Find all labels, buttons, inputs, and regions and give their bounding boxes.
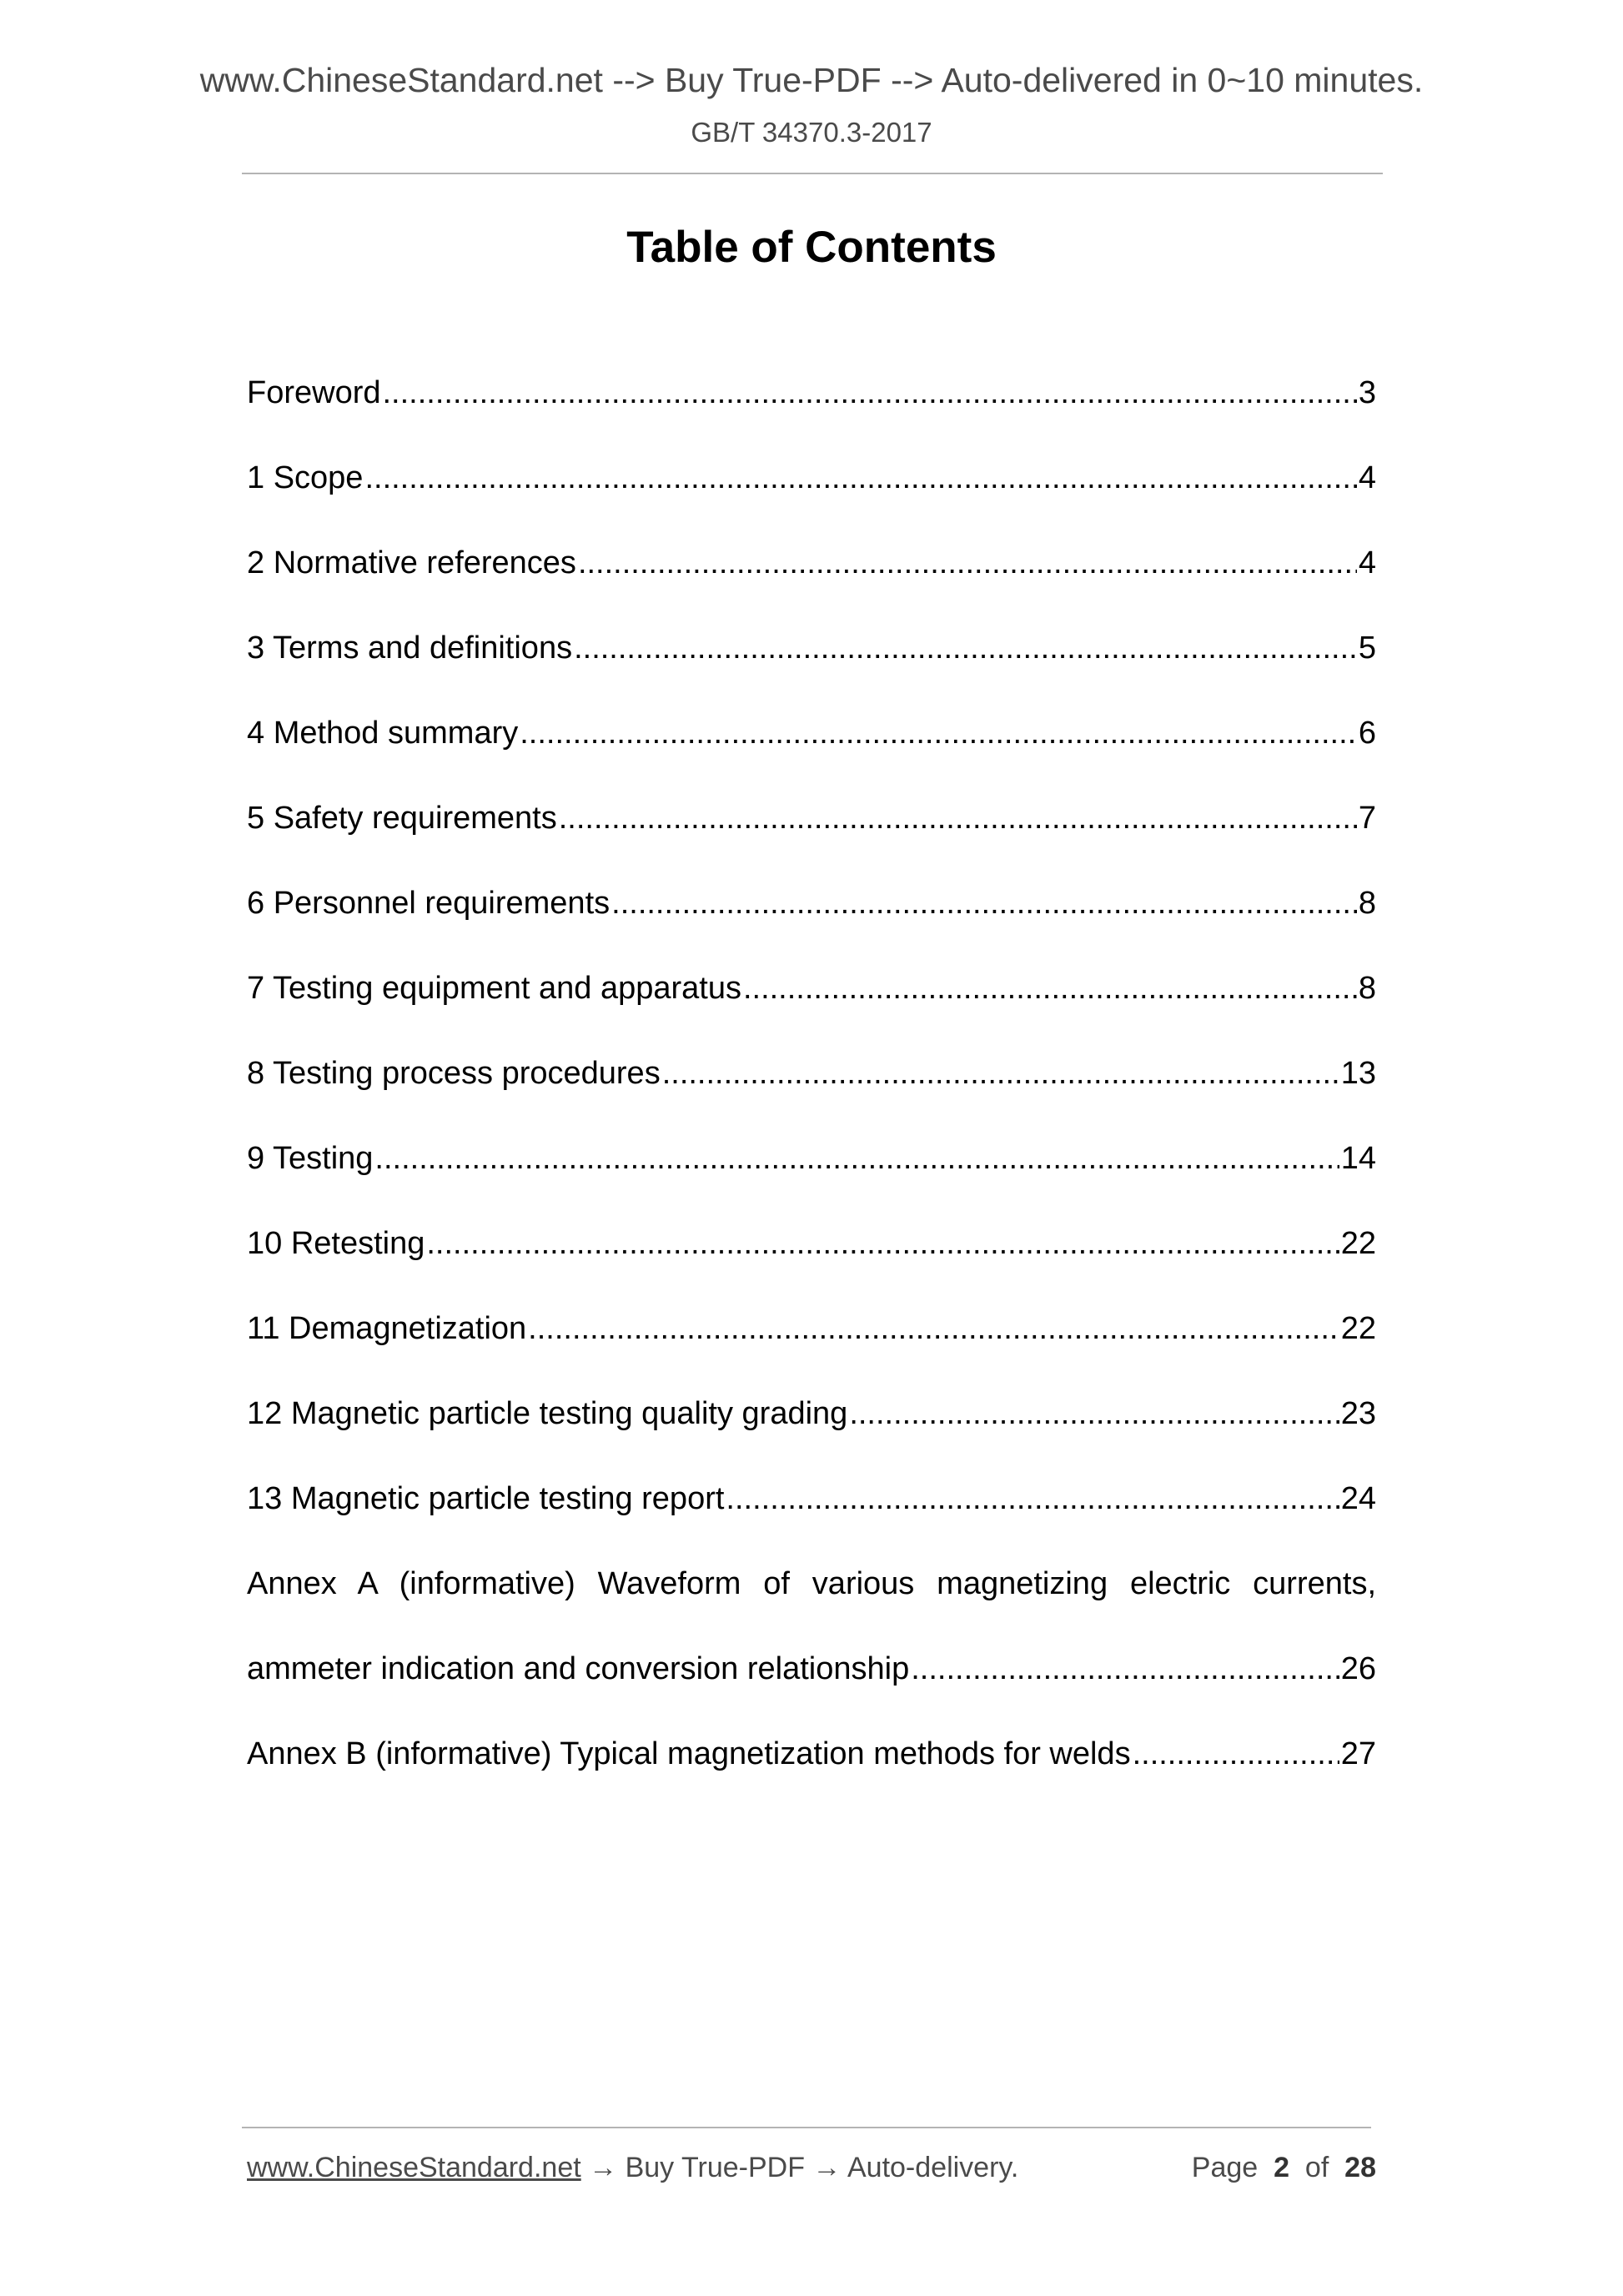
toc-entry-page: 3 (1358, 375, 1376, 410)
toc-leader-dots (578, 547, 1357, 579)
toc-entry-terms-and-definitions[interactable] (247, 605, 1376, 691)
toc-entry-foreword[interactable] (247, 350, 1376, 435)
total-page-count: 28 (1344, 2152, 1376, 2183)
toc-entry-label: ammeter indication and conversion relationship (247, 1651, 910, 1686)
toc-entry-label: 6 Personnel requirements (247, 886, 611, 921)
toc-entry-personnel-requirements[interactable] (247, 861, 1376, 946)
toc-entry-label: 11 Demagnetization (247, 1311, 527, 1346)
toc-entry-label: 3 Terms and definitions (247, 631, 573, 666)
toc-entry-page: 5 (1358, 631, 1376, 666)
toc-entry-retesting[interactable] (247, 1201, 1376, 1286)
header-banner: www.ChineseStandard.net --> Buy True-PDF --> Auto-delivered in 0~10 minutes. (199, 61, 1424, 99)
toc-entry-label: 2 Normative references (247, 545, 576, 580)
toc-leader-dots (611, 887, 1357, 919)
toc-entry-testing-equipment[interactable] (247, 946, 1376, 1031)
toc-entry-page: 4 (1358, 545, 1376, 580)
toc-leader-dots (559, 802, 1357, 834)
footer-promo (247, 2153, 1018, 2182)
toc-leader-dots (520, 717, 1357, 749)
toc-entry-annex-b[interactable] (247, 1711, 1376, 1796)
toc-entry-label: Annex A (informative) Waveform of various magnetizing electric currents, (247, 1566, 1376, 1601)
toc-entry-page: 26 (1340, 1651, 1376, 1686)
toc-entry-testing-process[interactable] (247, 1031, 1376, 1116)
toc-entry-label: 13 Magnetic particle testing report (247, 1481, 725, 1516)
toc-entry-page: 6 (1358, 716, 1376, 751)
toc-leader-dots (726, 1483, 1339, 1515)
toc-entry-page: 14 (1340, 1141, 1376, 1176)
toc-entry-page: 8 (1358, 971, 1376, 1006)
toc-entry-label: 1 Scope (247, 460, 364, 495)
table-of-contents (247, 350, 1376, 1796)
toc-entry-testing[interactable] (247, 1116, 1376, 1201)
toc-entry-testing-report[interactable] (247, 1456, 1376, 1541)
footer-promo-text: → Buy True-PDF → Auto-delivery. (580, 2152, 1019, 2183)
page-word: Page (1191, 2152, 1259, 2183)
toc-entry-label: 9 Testing (247, 1141, 374, 1176)
toc-leader-dots (528, 1313, 1339, 1344)
page-counter (1192, 2153, 1376, 2182)
toc-entry-label: Foreword (247, 375, 381, 410)
toc-entry-label: 10 Retesting (247, 1226, 425, 1261)
toc-entry-label: 4 Method summary (247, 716, 519, 751)
toc-leader-dots (574, 632, 1357, 664)
toc-entry-page: 13 (1340, 1056, 1376, 1091)
toc-entry-method-summary[interactable] (247, 691, 1376, 776)
toc-entry-page: 23 (1340, 1396, 1376, 1431)
toc-entry-quality-grading[interactable] (247, 1371, 1376, 1456)
toc-entry-annex-a[interactable] (247, 1626, 1376, 1711)
page-footer (247, 2153, 1376, 2190)
toc-entry-annex-a-line1[interactable] (247, 1541, 1376, 1626)
toc-leader-dots (849, 1398, 1339, 1429)
toc-entry-page: 24 (1340, 1481, 1376, 1516)
toc-leader-dots (426, 1228, 1339, 1259)
toc-entry-scope[interactable] (247, 435, 1376, 520)
toc-leader-dots (1133, 1738, 1339, 1770)
toc-entry-page: 8 (1358, 886, 1376, 921)
toc-leader-dots (364, 462, 1356, 494)
toc-leader-dots (743, 972, 1357, 1004)
current-page-number: 2 (1274, 2152, 1289, 2183)
toc-entry-page: 27 (1340, 1736, 1376, 1771)
toc-entry-page: 7 (1358, 801, 1376, 836)
page-title: Table of Contents (626, 223, 997, 272)
footer-site-link[interactable]: www.ChineseStandard.net (247, 2152, 581, 2183)
toc-entry-demagnetization[interactable] (247, 1286, 1376, 1371)
toc-leader-dots (911, 1653, 1339, 1685)
toc-entry-normative-references[interactable] (247, 520, 1376, 605)
of-word: of (1304, 2152, 1329, 2183)
toc-entry-label: 12 Magnetic particle testing quality grading (247, 1396, 848, 1431)
toc-entry-page: 22 (1340, 1311, 1376, 1346)
toc-entry-label: 8 Testing process procedures (247, 1056, 661, 1091)
header-divider (242, 173, 1383, 174)
toc-entry-label: 7 Testing equipment and apparatus (247, 971, 741, 1006)
toc-entry-page: 22 (1340, 1226, 1376, 1261)
footer-divider (242, 2127, 1371, 2128)
toc-leader-dots (374, 1143, 1339, 1174)
toc-leader-dots (383, 377, 1357, 409)
toc-entry-label: Annex B (informative) Typical magnetization methods for welds (247, 1736, 1131, 1771)
toc-entry-label: 5 Safety requirements (247, 801, 557, 836)
toc-leader-dots (662, 1058, 1339, 1089)
toc-entry-page: 4 (1358, 460, 1376, 495)
toc-entry-safety-requirements[interactable] (247, 776, 1376, 861)
document-number: GB/T 34370.3-2017 (691, 117, 932, 148)
